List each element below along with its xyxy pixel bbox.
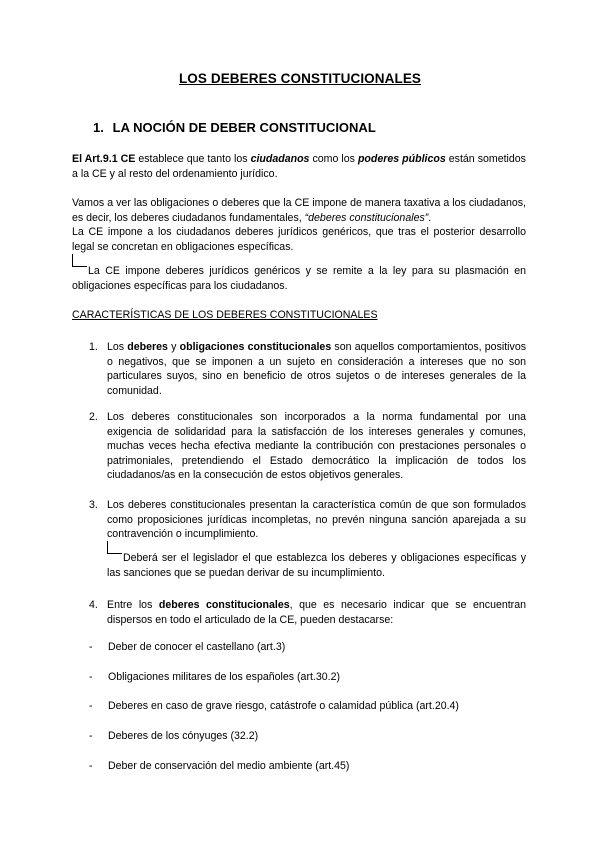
duty-text: Obligaciones militares de los españoles (art.30.2) bbox=[108, 671, 341, 683]
arrow-icon bbox=[107, 541, 122, 554]
note-paragraph-2 bbox=[107, 549, 526, 580]
dash-bullet: - bbox=[89, 671, 93, 683]
para2-line-2: La CE impone a los ciudadanos deberes jurídicos genéricos, que tras el posterior desarrollo legal se concretan en obligaciones específicas. bbox=[72, 226, 526, 253]
note-paragraph-1 bbox=[72, 262, 526, 293]
duty-text: Deberes en caso de grave riesgo, catástrofe o calamidad pública (art.20.4) bbox=[108, 700, 459, 712]
duty-list-item bbox=[89, 759, 349, 774]
section-number: 1. bbox=[93, 120, 104, 135]
item-text: Los deberes constitucionales son incorporados a la norma fundamental por una exigencia de solidaridad para la satisfacción de los intereses generales y comunes, muchas veces hecha efectiva mediante la contribución con prestaciones personales o patrimoniales, pretendiendo el Estado democrático la implicación de todos los ciudadanos/as en la consecución de estos objetivos generales. bbox=[107, 411, 526, 482]
intro-text-2: como los bbox=[309, 153, 358, 165]
section-heading-text: LA NOCIÓN DE DEBER CONSTITUCIONAL bbox=[112, 120, 376, 135]
duty-list-item bbox=[89, 699, 459, 714]
dash-bullet: - bbox=[89, 641, 93, 653]
list-item bbox=[89, 498, 526, 542]
dash-bullet: - bbox=[89, 700, 93, 712]
note1-text: La CE impone deberes jurídicos genéricos y se remite a la ley para su plasmación en obligaciones específicas para los ciudadanos. bbox=[72, 265, 526, 292]
item1-bold-1: deberes bbox=[127, 341, 168, 353]
obligations-paragraph bbox=[72, 196, 526, 254]
emphasis-poderes: poderes públicos bbox=[357, 153, 446, 165]
item-number: 3. bbox=[89, 499, 98, 511]
item4-post: , que es necesario indicar que se encuentran dispersos en todo el articulado de la CE, pueden destacarse: bbox=[107, 599, 526, 626]
intro-text-3: están sometidos a la CE y al resto del ordenamiento jurídico. bbox=[72, 153, 526, 180]
dash-bullet: - bbox=[89, 730, 93, 742]
duty-text: Deber de conservación del medio ambiente (art.45) bbox=[108, 760, 350, 772]
intro-text-1: establece que tanto los bbox=[135, 153, 251, 165]
para2-text-2: . bbox=[428, 211, 432, 224]
item1-bold-2: obligaciones constitucionales bbox=[179, 341, 332, 353]
list-item bbox=[89, 340, 526, 398]
document-title: LOS DEBERES CONSTITUCIONALES bbox=[178, 71, 422, 86]
duty-list-item bbox=[89, 640, 285, 655]
item-number: 4. bbox=[89, 599, 98, 611]
duty-text: Deberes de los cónyuges (32.2) bbox=[108, 730, 259, 742]
emphasis-ciudadanos: ciudadanos bbox=[250, 153, 310, 165]
item-number: 1. bbox=[89, 341, 98, 353]
art-reference: El Art.9.1 CE bbox=[72, 153, 136, 165]
list-item bbox=[89, 410, 526, 483]
item-number: 2. bbox=[89, 411, 98, 423]
item-text bbox=[107, 598, 526, 627]
duty-list-item bbox=[89, 729, 258, 744]
duty-list-item bbox=[89, 670, 340, 685]
item1-mid: y bbox=[167, 341, 180, 353]
item1-post: son aquellos comportamientos, positivos o negativos, que se imponen a un sujeto en consideración a intereses que no son particulares suyos, sino en beneficio de otros sujetos o de intereses generales de la comunidad. bbox=[107, 341, 527, 397]
quoted-term: “deberes constitucionales” bbox=[304, 211, 429, 224]
section-heading bbox=[93, 120, 376, 135]
characteristics-subheading: CARACTERÍSTICAS DE LOS DEBERES CONSTITUCIONALES bbox=[72, 309, 378, 321]
item-text bbox=[107, 340, 526, 398]
list-item bbox=[89, 598, 526, 627]
dash-bullet: - bbox=[89, 760, 93, 772]
para2-text-1: Vamos a ver las obligaciones o deberes que la CE impone de manera taxativa a los ciudadanos, es decir, los deberes ciudadanos fundamentales, bbox=[72, 197, 526, 224]
item-text: Los deberes constitucionales presentan la característica común de que son formulados como proposiciones jurídicas incompletas, no prevén ninguna sanción aparejada a su contravención o incumplimiento. bbox=[107, 499, 526, 541]
note2-text: Deberá ser el legislador el que establezca los deberes y obligaciones específicas y las sanciones que se puedan derivar de su incumplimiento. bbox=[107, 552, 526, 579]
duty-text: Deber de conocer el castellano (art.3) bbox=[108, 641, 286, 653]
arrow-icon bbox=[72, 254, 87, 267]
item4-bold: deberes constitucionales bbox=[158, 599, 290, 611]
item1-pre: Los bbox=[107, 341, 128, 353]
intro-paragraph bbox=[72, 152, 526, 181]
item4-pre: Entre los bbox=[107, 599, 159, 611]
